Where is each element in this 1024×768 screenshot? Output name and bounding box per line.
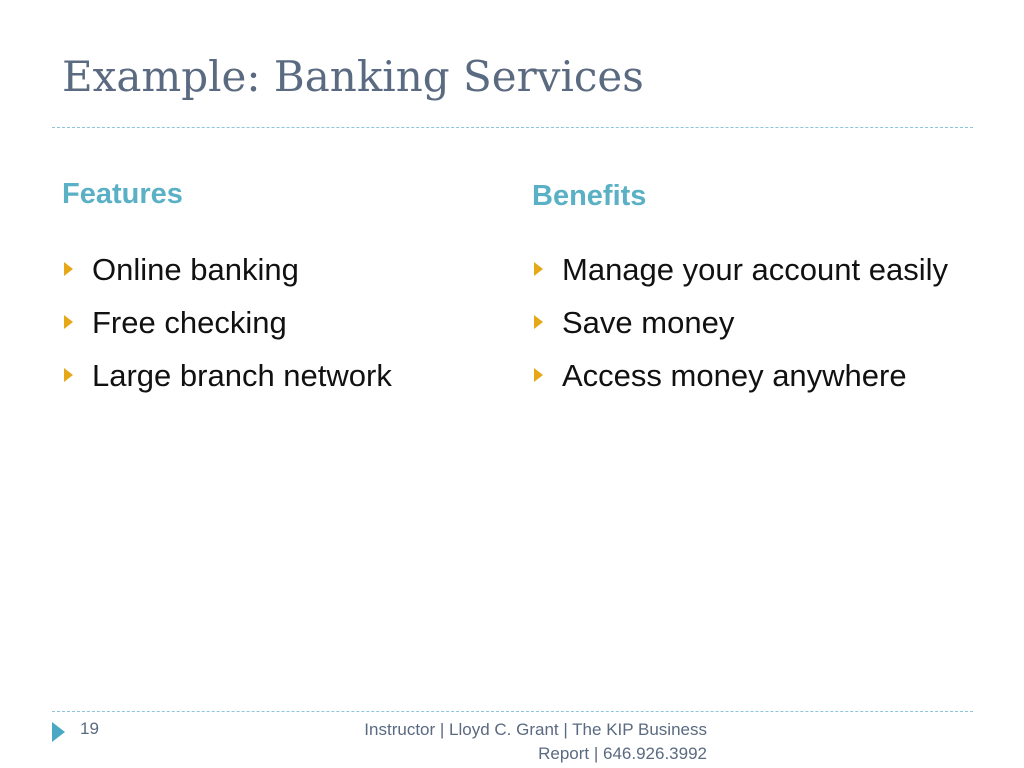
title-divider: [52, 127, 973, 128]
features-heading: Features: [62, 178, 183, 210]
triangle-bullet-icon: [64, 315, 73, 329]
benefits-heading: Benefits: [532, 180, 647, 212]
list-item-label: Access money anywhere: [562, 358, 907, 393]
list-item: [532, 248, 952, 291]
triangle-bullet-icon: [534, 368, 543, 382]
footer-divider: [52, 711, 973, 712]
list-item-label: Save money: [562, 305, 735, 340]
triangle-bullet-icon: [64, 262, 73, 276]
features-list: [62, 248, 482, 407]
list-item-label: Manage your account easily: [562, 252, 949, 287]
list-item-label: Free checking: [92, 305, 287, 340]
list-item: [62, 301, 482, 344]
triangle-bullet-icon: [534, 315, 543, 329]
footer-credit: Instructor | Lloyd C. Grant | The KIP Business Report | 646.926.3992: [364, 720, 707, 763]
benefits-list: [532, 248, 952, 407]
triangle-arrow-icon: [52, 722, 65, 742]
list-item: [532, 354, 952, 397]
list-item: [62, 248, 482, 291]
list-item-label: Large branch network: [92, 358, 392, 393]
list-item-label: Online banking: [92, 252, 299, 287]
page-number: 19: [80, 719, 99, 738]
triangle-bullet-icon: [64, 368, 73, 382]
list-item: [532, 301, 952, 344]
triangle-bullet-icon: [534, 262, 543, 276]
slide-title: Example: Banking Services: [62, 52, 644, 101]
list-item: [62, 354, 482, 397]
